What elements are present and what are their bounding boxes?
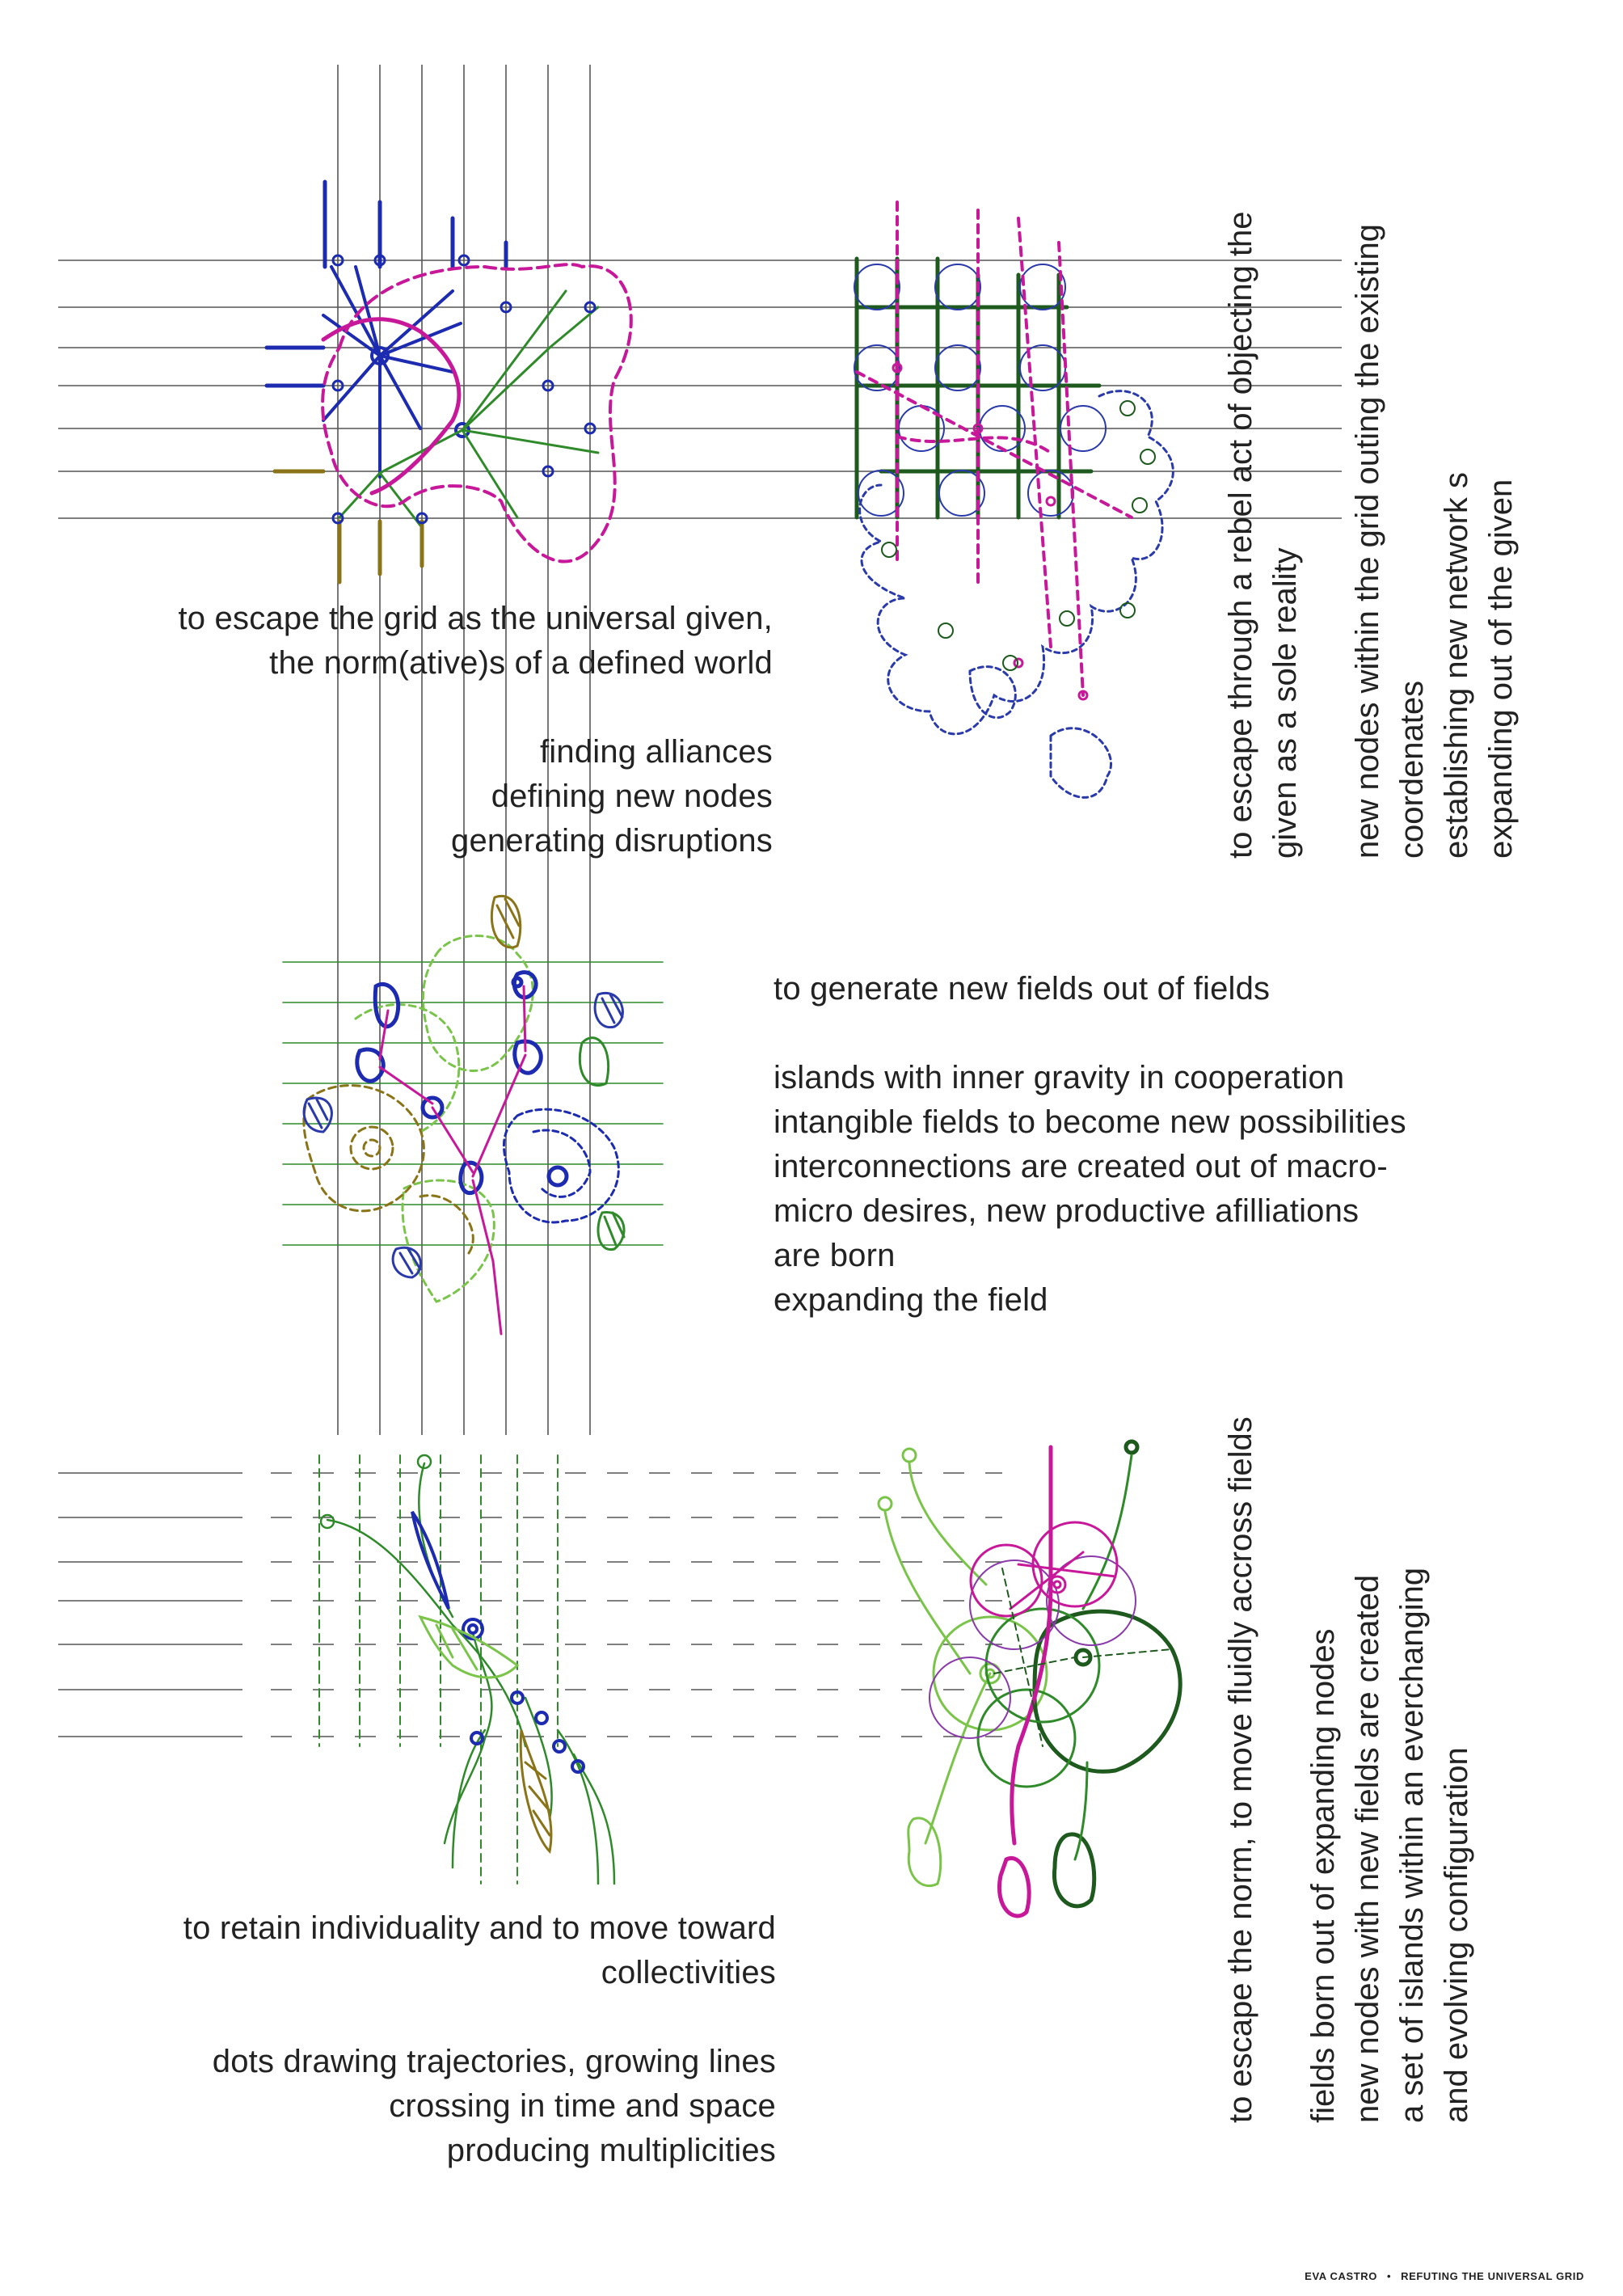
dashed-horizontal-lines xyxy=(58,1473,1002,1737)
text-line: dots drawing trajectories, growing lines xyxy=(212,2044,776,2079)
sketch-trajectories-bottom-left xyxy=(319,1455,614,1884)
text-line: given as a sole reality xyxy=(1267,547,1303,859)
text-line: to generate new fields out of fields xyxy=(774,971,1271,1007)
text-line: to retain individuality and to move toward xyxy=(183,1910,776,1946)
text-line: new nodes within the grid outing the existing xyxy=(1350,224,1385,859)
text-line: to escape through a rebel act of objecting the xyxy=(1223,211,1258,859)
text-block-escape-grid xyxy=(178,597,773,863)
vertical-text-escape-norm xyxy=(1219,1416,1263,2123)
text-line: a set of islands within an everchanging xyxy=(1394,1567,1430,2123)
vertical-text-new-nodes xyxy=(1346,224,1524,859)
text-block-new-fields xyxy=(774,967,1406,1323)
vertical-text-rebel-act xyxy=(1219,211,1308,859)
text-line: fields born out of expanding nodes xyxy=(1305,1628,1341,2123)
vertical-text-fields-born xyxy=(1301,1568,1479,2123)
sketch-network-top-left xyxy=(267,182,631,582)
text-line: producing multiplicities xyxy=(446,2133,776,2168)
text-line: to escape the norm, to move fluidly accross fields xyxy=(1223,1416,1258,2123)
footer xyxy=(1305,2270,1584,2282)
text-line: generating disruptions xyxy=(451,823,773,859)
text-line: the norm(ative)s of a defined world xyxy=(269,645,773,681)
text-line: expanding out of the given xyxy=(1483,479,1519,859)
text-line: collectivities xyxy=(601,1955,776,1990)
text-line: finding alliances xyxy=(539,734,773,770)
text-line: crossing in time and space xyxy=(389,2088,776,2124)
footer-separator: • xyxy=(1386,2270,1392,2282)
footer-author: EVA CASTRO xyxy=(1305,2270,1377,2282)
text-line: micro desires, new productive afilliations xyxy=(774,1193,1360,1229)
text-line: islands with inner gravity in cooperation xyxy=(774,1060,1345,1095)
footer-title: REFUTING THE UNIVERSAL GRID xyxy=(1401,2270,1584,2282)
sketch-fields-middle xyxy=(283,896,663,1334)
text-block-individuality xyxy=(183,1906,776,2173)
text-line: establishing new network s xyxy=(1439,471,1474,859)
text-line: interconnections are created out of macro- xyxy=(774,1149,1388,1184)
text-line: and evolving configuration xyxy=(1439,1747,1474,2123)
sketch-circles-bottom-right xyxy=(879,1441,1180,1916)
text-line: new nodes with new fields are created xyxy=(1350,1574,1385,2123)
text-line: to escape the grid as the universal given, xyxy=(178,601,773,636)
sketch-grid-top-right xyxy=(854,202,1173,797)
text-line: defining new nodes xyxy=(491,779,773,814)
horizontal-grid-lines xyxy=(58,260,1342,518)
text-line: expanding the field xyxy=(774,1282,1048,1318)
text-line: intangible fields to become new possibilities xyxy=(774,1104,1406,1140)
text-line: are born xyxy=(774,1238,896,1273)
text-line: coordenates xyxy=(1394,680,1430,859)
